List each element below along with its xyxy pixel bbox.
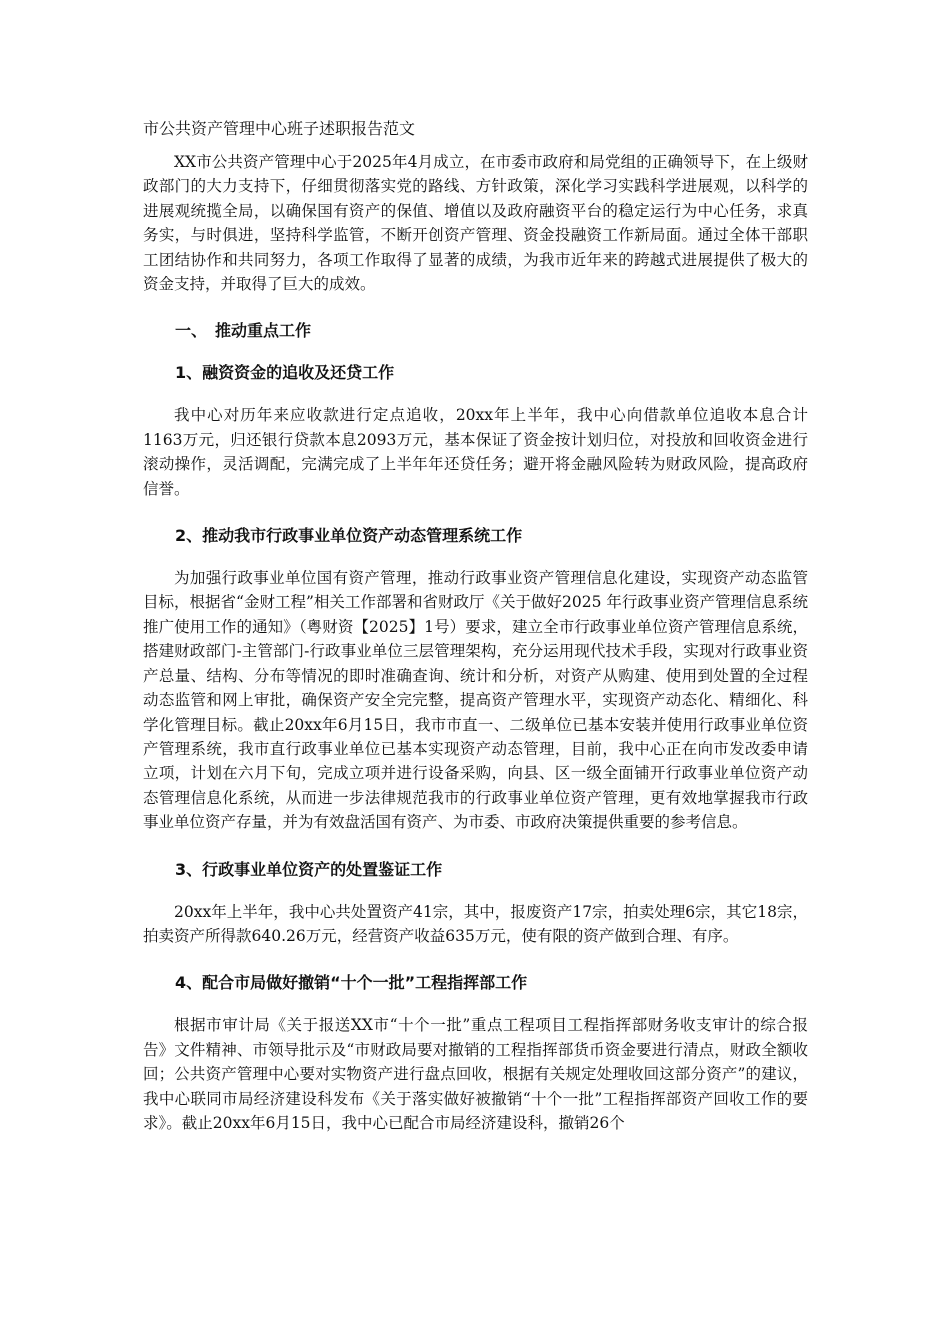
subsection-paragraph-4: 根据市审计局《关于报送XX市“十个一批”重点工程项目工程指挥部财务收支审计的综合报告》文件精神、市领导批示及“市财政局要对撤销的工程指挥部货币资金要进行清点，财政全额收回；公共资产管理中心要对实物资产进行盘点回收，根据有关规定处理收回这部分资产”的建议，我中心联同市局经济建设科发布《关于落实做好被撤销“十个一批”工程指挥部资产回收工作的要求》。截止20xx年6月15日，我中心已配合市局经济建设科，撤销26个 (143, 1016, 808, 1132)
document-title: 市公共资产管理中心班子述职报告范文 (143, 119, 416, 138)
subsection-heading-3: 3、行政事业单位资产的处置鉴证工作 (175, 859, 443, 879)
subsection-heading-2: 2、推动我市行政事业单位资产动态管理系统工作 (175, 526, 523, 546)
section-heading-1: 一、 推动重点工作 (175, 321, 312, 341)
document-body (143, 150, 808, 1135)
subsection-heading-1: 1、融资资金的追收及还贷工作 (175, 363, 395, 383)
subsection-paragraph-3: 20xx年上半年，我中心共处置资产41宗，其中，报废资产17宗，拍卖处理6宗，其它18宗，拍卖资产所得款640.26万元，经营资产收益635万元，使有限的资产做到合理、有序。 (143, 902, 808, 945)
subsection-paragraph-2: 为加强行政事业单位国有资产管理，推动行政事业资产管理信息化建设，实现资产动态监管目标，根据省“金财工程”相关工作部署和省财政厅《关于做好2025 年行政事业资产管理信息系统推广使用工作的通知》（粤财资【2025】1号）要求，建立全市行政事业单位资产管理信息系统，搭建财政部门-主管部门-行政事业单位三层管理架构，充分运用现代技术手段，实现对行政事业资产总量、结构、分布等情况的即时准确查询、统计和分析，对资产从购建、使用到处置的全过程动态监管和网上审批，确保资产安全完完整，提高资产管理水平，实现资产动态化、精细化、科学化管理目标。截止20xx年6月15日，我市市直一、二级单位已基本安装并使用行政事业单位资产管理系统，我市直行政事业单位已基本实现资产动态管理，目前，我中心正在向市发改委申请立项，计划在六月下旬，完成立项并进行设备采购，向县、区一级全面铺开行政事业单位资产动态管理信息化系统，从而进一步法律规范我市的行政事业单位资产管理，更有效地掌握我市行政事业单位资产存量，并为有效盘活国有资产、为市委、市政府决策提供重要的参考信息。 (143, 569, 808, 832)
subsection-heading-4: 4、配合市局做好撤销“十个一批”工程指挥部工作 (175, 973, 528, 993)
subsection-paragraph-1: 我中心对历年来应收款进行定点追收，20xx年上半年，我中心向借款单位追收本息合计1163万元，归还银行贷款本息2093万元，基本保证了资金按计划归位，对投放和回收资金进行滚动操作，灵活调配，完满完成了上半年年还贷任务；避开将金融风险转为财政风险，提高政府信誉。 (143, 406, 808, 498)
intro-paragraph: XX市公共资产管理中心于2025年4月成立，在市委市政府和局党组的正确领导下，在上级财政部门的大力支持下，仔细贯彻落实党的路线、方针政策，深化学习实践科学进展观，以科学的进展观统揽全局，以确保国有资产的保值、增值以及政府融资平台的稳定运行为中心任务，求真务实，与时俱进，坚持科学监管，不断开创资产管理、资金投融资工作新局面。通过全体干部职工团结协作和共同努力，各项工作取得了显著的成绩，为我市近年来的跨越式进展提供了极大的资金支持，并取得了巨大的成效。 (143, 153, 808, 294)
